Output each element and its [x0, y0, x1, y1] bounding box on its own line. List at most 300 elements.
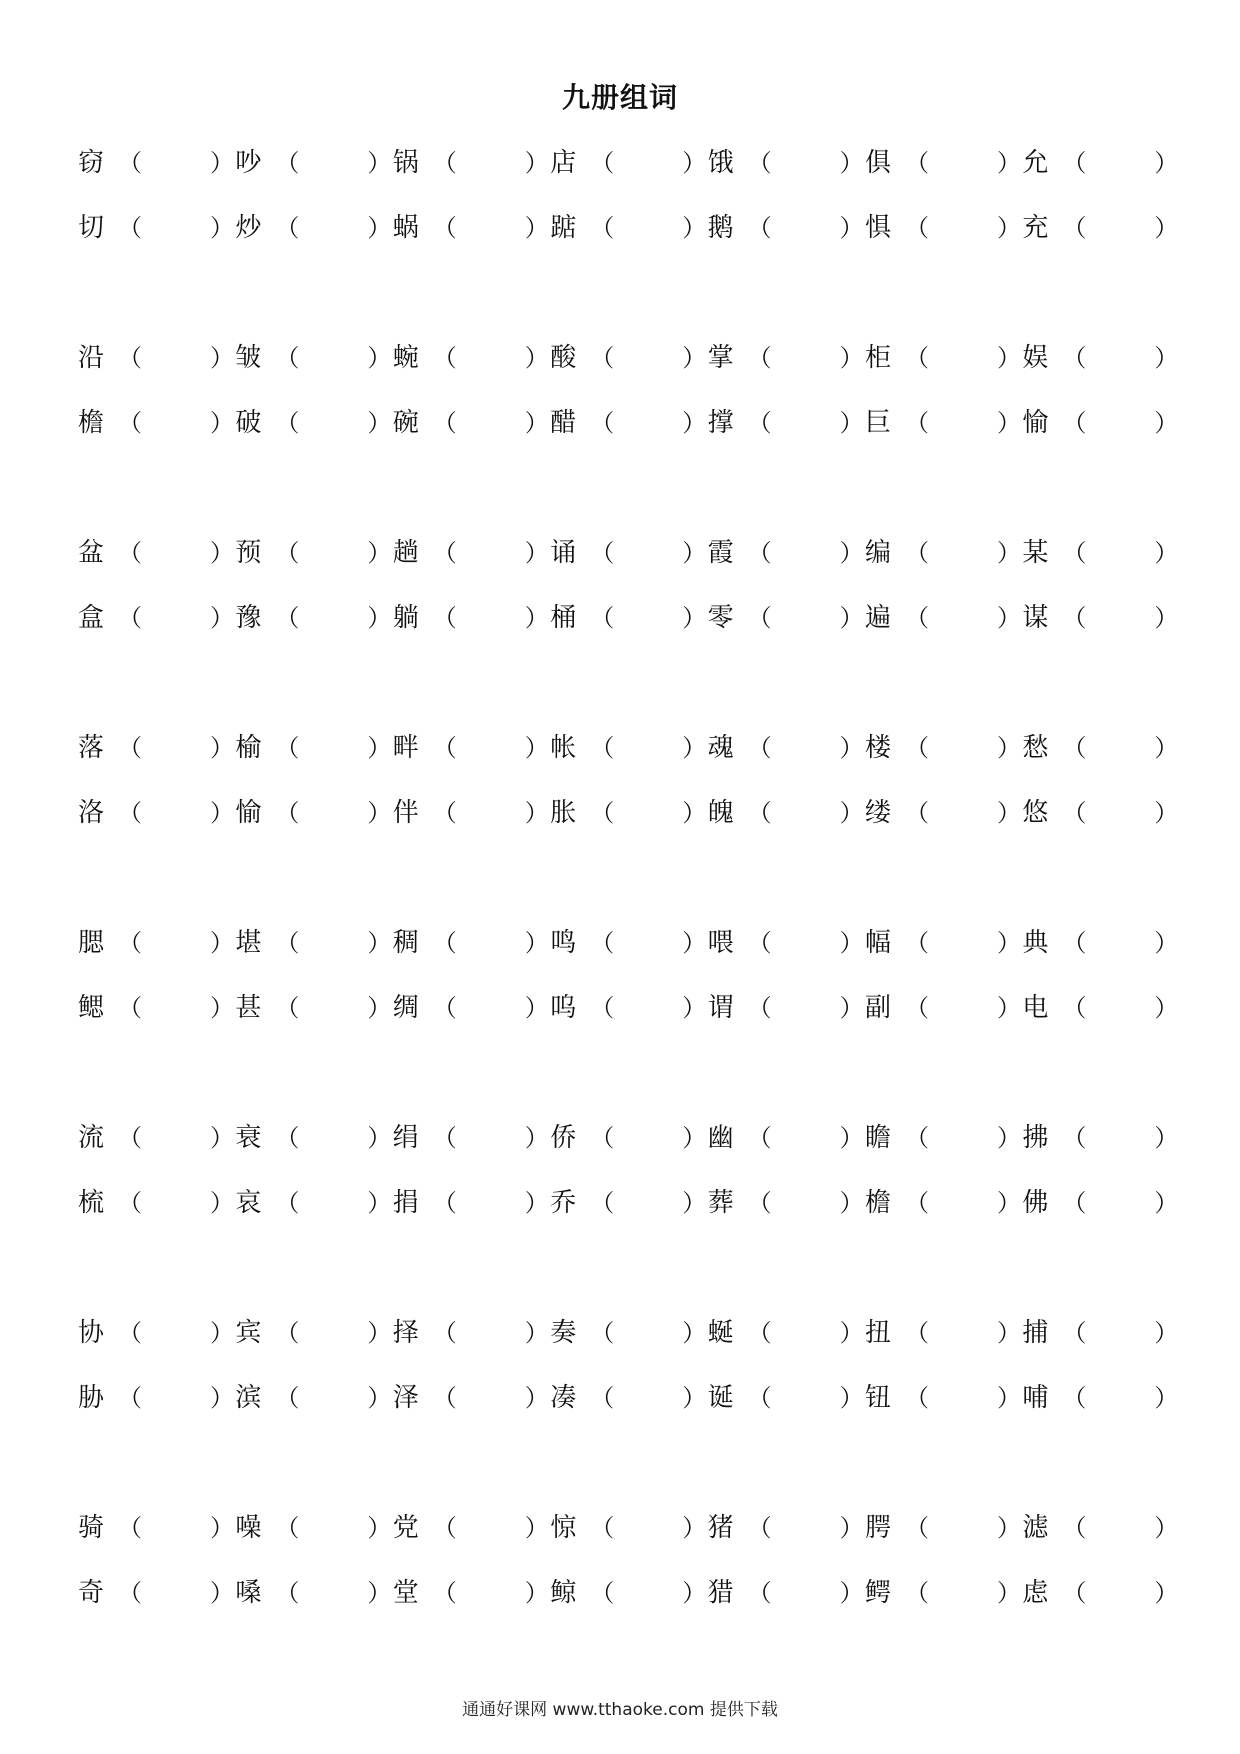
open-paren: （	[1062, 1384, 1087, 1412]
close-paren: ）	[367, 1384, 392, 1412]
open-paren: （	[1062, 539, 1087, 567]
word-cell	[865, 1183, 1023, 1223]
character: 愉	[235, 798, 262, 828]
close-paren: ）	[839, 1384, 864, 1412]
open-paren: （	[432, 929, 457, 957]
page-title: 九册组词	[561, 81, 678, 114]
open-paren: （	[275, 539, 300, 567]
character: 堂	[392, 1578, 419, 1608]
word-cell	[235, 1378, 393, 1418]
character: 奇	[78, 1578, 105, 1608]
word-cell	[235, 1313, 393, 1353]
open-paren: （	[905, 1319, 929, 1347]
close-paren: ）	[367, 1579, 392, 1607]
word-row	[0, 1573, 1240, 1613]
close-paren: ）	[839, 799, 864, 827]
close-paren: ）	[839, 409, 864, 437]
close-paren: ）	[682, 1579, 707, 1607]
word-cell	[1022, 923, 1180, 963]
character: 某	[1022, 538, 1049, 568]
word-cell	[865, 1573, 1023, 1613]
character: 腭	[865, 1513, 892, 1543]
open-paren: （	[590, 1384, 615, 1412]
word-cell	[78, 793, 236, 833]
character: 霞	[707, 538, 734, 568]
character: 鹅	[707, 213, 734, 243]
word-cell	[393, 923, 551, 963]
open-paren: （	[747, 1319, 772, 1347]
open-paren: （	[905, 409, 929, 437]
word-cell	[393, 1573, 551, 1613]
character: 绸	[392, 993, 419, 1023]
close-paren: ）	[839, 149, 864, 177]
close-paren: ）	[367, 539, 392, 567]
character: 典	[1022, 928, 1049, 958]
close-paren: ）	[524, 1124, 549, 1152]
word-cell	[550, 598, 708, 638]
open-paren: （	[432, 1189, 457, 1217]
character: 遍	[865, 603, 892, 633]
close-paren: ）	[997, 1189, 1021, 1217]
open-paren: （	[905, 994, 929, 1022]
word-row	[0, 1508, 1240, 1548]
word-cell	[708, 338, 866, 378]
word-cell	[865, 988, 1023, 1028]
open-paren: （	[275, 1514, 300, 1542]
word-cell	[550, 988, 708, 1028]
close-paren: ）	[367, 799, 392, 827]
open-paren: （	[118, 1124, 142, 1152]
open-paren: （	[1062, 1579, 1087, 1607]
word-cell	[550, 1508, 708, 1548]
word-row	[0, 598, 1240, 638]
open-paren: （	[275, 1579, 300, 1607]
open-paren: （	[590, 1514, 615, 1542]
character: 盒	[78, 603, 105, 633]
close-paren: ）	[210, 734, 234, 762]
character: 噪	[235, 1513, 262, 1543]
word-cell	[865, 598, 1023, 638]
open-paren: （	[1062, 734, 1087, 762]
character: 豫	[235, 603, 262, 633]
close-paren: ）	[1154, 1579, 1179, 1607]
character: 梳	[78, 1188, 105, 1218]
close-paren: ）	[1154, 214, 1179, 242]
character: 炒	[235, 213, 262, 243]
word-cell	[1022, 1183, 1180, 1223]
word-cell	[865, 533, 1023, 573]
word-cell	[393, 338, 551, 378]
close-paren: ）	[1154, 149, 1179, 177]
character: 佛	[1022, 1188, 1049, 1218]
character: 诵	[550, 538, 577, 568]
close-paren: ）	[1154, 1514, 1179, 1542]
word-cell	[550, 923, 708, 963]
word-row	[0, 1378, 1240, 1418]
character: 充	[1022, 213, 1049, 243]
character: 掌	[707, 343, 734, 373]
character: 葬	[707, 1188, 734, 1218]
word-cell	[393, 598, 551, 638]
word-cell	[865, 338, 1023, 378]
word-cell	[235, 338, 393, 378]
open-paren: （	[118, 539, 142, 567]
character: 呜	[550, 993, 577, 1023]
word-cell	[78, 598, 236, 638]
open-paren: （	[1062, 994, 1087, 1022]
word-cell	[1022, 338, 1180, 378]
word-cell	[393, 728, 551, 768]
close-paren: ）	[524, 929, 549, 957]
open-paren: （	[432, 799, 457, 827]
open-paren: （	[905, 799, 929, 827]
close-paren: ）	[682, 214, 707, 242]
close-paren: ）	[682, 1384, 707, 1412]
open-paren: （	[275, 214, 300, 242]
character: 檐	[865, 1188, 892, 1218]
word-row	[0, 793, 1240, 833]
open-paren: （	[747, 1189, 772, 1217]
close-paren: ）	[682, 1124, 707, 1152]
character: 盆	[78, 538, 105, 568]
close-paren: ）	[839, 539, 864, 567]
word-cell	[393, 143, 551, 183]
word-cell	[1022, 1118, 1180, 1158]
character: 店	[550, 148, 577, 178]
word-cell	[865, 403, 1023, 443]
word-cell	[235, 988, 393, 1028]
close-paren: ）	[997, 734, 1021, 762]
close-paren: ）	[839, 929, 864, 957]
character: 切	[78, 213, 105, 243]
character: 党	[392, 1513, 419, 1543]
word-cell	[235, 533, 393, 573]
close-paren: ）	[997, 1514, 1021, 1542]
character: 零	[707, 603, 734, 633]
word-cell	[865, 1118, 1023, 1158]
character: 檐	[78, 408, 105, 438]
open-paren: （	[590, 734, 615, 762]
close-paren: ）	[682, 1514, 707, 1542]
open-paren: （	[1062, 1124, 1087, 1152]
character: 悠	[1022, 798, 1049, 828]
word-cell	[550, 403, 708, 443]
open-paren: （	[275, 344, 300, 372]
close-paren: ）	[524, 1579, 549, 1607]
word-cell	[78, 208, 236, 248]
close-paren: ）	[682, 994, 707, 1022]
character: 酸	[550, 343, 577, 373]
word-row	[0, 143, 1240, 183]
close-paren: ）	[839, 994, 864, 1022]
close-paren: ）	[367, 1514, 392, 1542]
open-paren: （	[905, 539, 929, 567]
open-paren: （	[747, 409, 772, 437]
close-paren: ）	[682, 149, 707, 177]
character: 蜒	[707, 1318, 734, 1348]
character: 侨	[550, 1123, 577, 1153]
word-cell	[708, 1508, 866, 1548]
character: 碗	[392, 408, 419, 438]
close-paren: ）	[367, 344, 392, 372]
word-row	[0, 403, 1240, 443]
character: 拂	[1022, 1123, 1049, 1153]
word-cell	[1022, 988, 1180, 1028]
open-paren: （	[275, 1124, 300, 1152]
close-paren: ）	[367, 214, 392, 242]
character: 虑	[1022, 1578, 1049, 1608]
close-paren: ）	[210, 929, 234, 957]
open-paren: （	[590, 1579, 615, 1607]
character: 惊	[550, 1513, 577, 1543]
character: 榆	[235, 733, 262, 763]
close-paren: ）	[997, 1579, 1021, 1607]
word-cell	[1022, 1508, 1180, 1548]
open-paren: （	[432, 1319, 457, 1347]
word-cell	[1022, 403, 1180, 443]
character: 绢	[392, 1123, 419, 1153]
open-paren: （	[747, 929, 772, 957]
open-paren: （	[905, 344, 929, 372]
word-cell	[235, 1183, 393, 1223]
open-paren: （	[590, 149, 615, 177]
word-cell	[235, 923, 393, 963]
word-cell	[550, 1313, 708, 1353]
open-paren: （	[747, 1579, 772, 1607]
word-cell	[708, 923, 866, 963]
word-cell	[78, 728, 236, 768]
character: 俱	[865, 148, 892, 178]
character: 蜿	[392, 343, 419, 373]
open-paren: （	[275, 734, 300, 762]
close-paren: ）	[367, 734, 392, 762]
close-paren: ）	[210, 604, 234, 632]
open-paren: （	[432, 1384, 457, 1412]
word-cell	[550, 143, 708, 183]
open-paren: （	[432, 539, 457, 567]
open-paren: （	[905, 149, 929, 177]
close-paren: ）	[210, 1384, 234, 1412]
open-paren: （	[275, 1384, 300, 1412]
word-cell	[1022, 1573, 1180, 1613]
character: 编	[865, 538, 892, 568]
open-paren: （	[1062, 344, 1087, 372]
character: 落	[78, 733, 105, 763]
open-paren: （	[432, 1514, 457, 1542]
character: 谓	[707, 993, 734, 1023]
character: 撑	[707, 408, 734, 438]
character: 甚	[235, 993, 262, 1023]
character: 畔	[392, 733, 419, 763]
word-row	[0, 533, 1240, 573]
character: 胁	[78, 1383, 105, 1413]
word-cell	[393, 1183, 551, 1223]
word-cell	[550, 208, 708, 248]
character: 预	[235, 538, 262, 568]
open-paren: （	[118, 929, 142, 957]
word-cell	[865, 728, 1023, 768]
open-paren: （	[590, 1189, 615, 1217]
word-cell	[865, 923, 1023, 963]
open-paren: （	[118, 994, 142, 1022]
character: 宾	[235, 1318, 262, 1348]
close-paren: ）	[524, 409, 549, 437]
character: 沿	[78, 343, 105, 373]
word-row	[0, 923, 1240, 963]
word-cell	[393, 1378, 551, 1418]
close-paren: ）	[367, 1189, 392, 1217]
word-cell	[708, 143, 866, 183]
word-cell	[78, 1573, 236, 1613]
close-paren: ）	[524, 734, 549, 762]
character: 瞻	[865, 1123, 892, 1153]
open-paren: （	[905, 1579, 929, 1607]
character: 幅	[865, 928, 892, 958]
open-paren: （	[432, 149, 457, 177]
character: 醋	[550, 408, 577, 438]
close-paren: ）	[1154, 1189, 1179, 1217]
close-paren: ）	[997, 1384, 1021, 1412]
open-paren: （	[905, 1124, 929, 1152]
word-cell	[393, 208, 551, 248]
word-cell	[1022, 143, 1180, 183]
character: 楼	[865, 733, 892, 763]
character: 破	[235, 408, 262, 438]
open-paren: （	[590, 1124, 615, 1152]
character: 柜	[865, 343, 892, 373]
open-paren: （	[432, 1124, 457, 1152]
open-paren: （	[1062, 1189, 1087, 1217]
close-paren: ）	[839, 604, 864, 632]
open-paren: （	[118, 1384, 142, 1412]
character: 哺	[1022, 1383, 1049, 1413]
word-row	[0, 1313, 1240, 1353]
close-paren: ）	[210, 1189, 234, 1217]
open-paren: （	[1062, 409, 1087, 437]
character: 踮	[550, 213, 577, 243]
character: 嗓	[235, 1578, 262, 1608]
word-cell	[708, 533, 866, 573]
close-paren: ）	[997, 929, 1021, 957]
open-paren: （	[747, 604, 772, 632]
close-paren: ）	[367, 994, 392, 1022]
open-paren: （	[905, 604, 929, 632]
character: 魄	[707, 798, 734, 828]
character: 稠	[392, 928, 419, 958]
close-paren: ）	[682, 929, 707, 957]
character: 捐	[392, 1188, 419, 1218]
open-paren: （	[747, 344, 772, 372]
open-paren: （	[747, 1514, 772, 1542]
open-paren: （	[1062, 929, 1087, 957]
word-cell	[708, 988, 866, 1028]
open-paren: （	[118, 734, 142, 762]
close-paren: ）	[367, 1124, 392, 1152]
character: 流	[78, 1123, 105, 1153]
close-paren: ）	[1154, 994, 1179, 1022]
close-paren: ）	[524, 604, 549, 632]
open-paren: （	[590, 994, 615, 1022]
word-cell	[235, 403, 393, 443]
close-paren: ）	[524, 1384, 549, 1412]
character: 愉	[1022, 408, 1049, 438]
character: 锅	[392, 148, 419, 178]
character: 愁	[1022, 733, 1049, 763]
word-cell	[1022, 533, 1180, 573]
character: 饿	[707, 148, 734, 178]
word-cell	[1022, 728, 1180, 768]
close-paren: ）	[1154, 1124, 1179, 1152]
word-cell	[235, 728, 393, 768]
character: 衰	[235, 1123, 262, 1153]
open-paren: （	[1062, 604, 1087, 632]
open-paren: （	[118, 409, 142, 437]
word-cell	[78, 988, 236, 1028]
close-paren: ）	[682, 1189, 707, 1217]
word-cell	[78, 1118, 236, 1158]
open-paren: （	[118, 344, 142, 372]
character: 泽	[392, 1383, 419, 1413]
character: 猪	[707, 1513, 734, 1543]
open-paren: （	[275, 149, 300, 177]
word-cell	[78, 143, 236, 183]
close-paren: ）	[210, 1319, 234, 1347]
open-paren: （	[747, 734, 772, 762]
character: 钮	[865, 1383, 892, 1413]
close-paren: ）	[367, 604, 392, 632]
open-paren: （	[118, 149, 142, 177]
word-cell	[78, 1508, 236, 1548]
character: 伴	[392, 798, 419, 828]
open-paren: （	[590, 344, 615, 372]
open-paren: （	[1062, 214, 1087, 242]
close-paren: ）	[839, 1514, 864, 1542]
close-paren: ）	[524, 799, 549, 827]
close-paren: ）	[997, 149, 1021, 177]
close-paren: ）	[997, 1319, 1021, 1347]
open-paren: （	[905, 1189, 929, 1217]
word-cell	[865, 208, 1023, 248]
open-paren: （	[1062, 799, 1087, 827]
word-cell	[1022, 208, 1180, 248]
close-paren: ）	[997, 994, 1021, 1022]
open-paren: （	[275, 1319, 300, 1347]
character: 魂	[707, 733, 734, 763]
character: 哀	[235, 1188, 262, 1218]
word-cell	[393, 403, 551, 443]
open-paren: （	[432, 734, 457, 762]
close-paren: ）	[210, 409, 234, 437]
character: 滨	[235, 1383, 262, 1413]
word-cell	[78, 923, 236, 963]
word-cell	[708, 1118, 866, 1158]
character: 鳄	[865, 1578, 892, 1608]
close-paren: ）	[210, 539, 234, 567]
word-cell	[708, 1183, 866, 1223]
close-paren: ）	[682, 734, 707, 762]
close-paren: ）	[1154, 539, 1179, 567]
character: 桶	[550, 603, 577, 633]
word-cell	[550, 533, 708, 573]
close-paren: ）	[682, 344, 707, 372]
word-cell	[550, 728, 708, 768]
open-paren: （	[747, 1384, 772, 1412]
character: 捕	[1022, 1318, 1049, 1348]
open-paren: （	[275, 1189, 300, 1217]
open-paren: （	[1062, 149, 1087, 177]
word-cell	[550, 1118, 708, 1158]
open-paren: （	[590, 1319, 615, 1347]
